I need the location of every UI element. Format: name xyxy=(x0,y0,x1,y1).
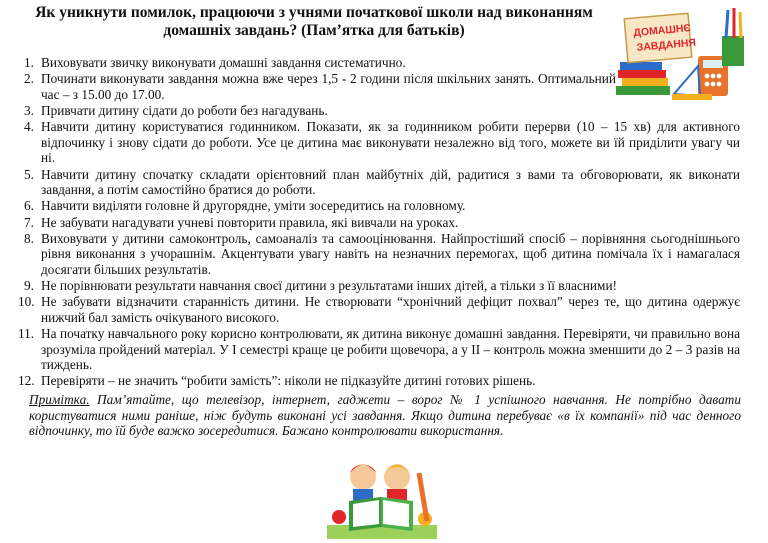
children-reading-illustration xyxy=(323,455,441,541)
page-title: Як уникнути помилок, працюючи з учнями початкової школи над виконанням домашніх завдань? (Пам’ятка для батьків) xyxy=(35,4,593,39)
list-item: 9. Не порівнювати результати навчання своєї дитини з результатами інших дітей, а тільки з її власними! xyxy=(10,278,740,294)
list-item: 11. На початку навчального року корисно контролювати, як дитина виконує домашні завдання. Перевіряти, чи правильно вона зрозуміла пройдений матеріал. У І семестрі краще це робити щовечора, а у ІІ – контроль можна зменшити до 2 – 3 разів на тиждень. xyxy=(18,326,740,373)
list-item-text: Починати виконувати завдання можна вже через 1,5 - 2 години після шкільних занять. Оптимальний час – з 15.00 до 17.00. xyxy=(41,71,616,102)
list-item: 1. Виховувати звичку виконувати домашні завдання систематично. xyxy=(10,55,740,71)
list-item-text: Навчити дитину користуватися годинником. Показати, як за годинником робити перерви (10 – 15 хв) для активного відпочинку і знову сідати до роботи. Усе це дитина має виконувати незалежно від того, можете ви їй приділити увагу чи ні. xyxy=(41,119,740,166)
list-item-text: Виховувати у дитини самоконтроль, самоаналіз та самооцінювання. Найпростіший спосіб – порівняння сьогоднішнього рівня виконання з учорашнім. Акцентувати увагу навіть на незначних перемогах, щоб дитина помічала їх і намагалася досягати більших результатів. xyxy=(41,230,740,277)
list-item-text: Не забувати відзначити старанність дитини. Не створювати “хронічний дефіцит похвал” через те, що дитина одержує нижчий бал замість очікуваного високого. xyxy=(41,294,740,325)
list-item: 4. Навчити дитину користуватися годинником. Показати, як за годинником робити перерви (10 – 15 хв) для активного відпочинку і знову сідати до роботи. Усе це дитина має виконувати незалежно від того, можете ви їй приділити увагу чи ні. xyxy=(24,119,740,166)
list-item-text: Не порівнювати результати навчання своєї дитини з результатами інших дітей, а тільки з її власними! xyxy=(41,278,617,294)
list-item-text: Навчити дитину спочатку складати орієнтовний план майбутніх дій, радитися з вами та обговорювати, як виконати завдання, а потім самостійно братися до роботи. xyxy=(41,166,740,198)
list-item: 8. Виховувати у дитини самоконтроль, самоаналіз та самооцінювання. Найпростіший спосіб – порівняння сьогоднішнього рівня виконання з учорашнім. Акцентувати увагу навіть на незначних перемогах, щоб дитина помічала їх і намагалася досягати більших результатів. xyxy=(24,230,740,277)
list-item: 2. Починати виконувати завдання можна вже через 1,5 - 2 години після шкільних занять. Оптимальний час – з 15.00 до 17.00. xyxy=(24,71,616,102)
recommendation-list xyxy=(10,55,740,390)
logo-line2: ЗАВДАННЯ xyxy=(636,36,697,54)
list-item: 12. Перевіряти – не значить “робити замість”: ніколи не підказуйте дитині готових рішень. xyxy=(10,373,740,389)
list-item-text: Привчати дитину сідати до роботи без нагадувань. xyxy=(41,102,328,118)
list-item: 6. Навчити виділяти головне й другорядне, уміти зосередитись на головному. xyxy=(10,198,740,214)
list-item-text: Перевіряти – не значить “робити замість”: ніколи не підказуйте дитині готових рішень. xyxy=(41,373,536,389)
list-item: 7. Не забувати нагадувати учневі повторити правила, які вивчали на уроках. xyxy=(10,215,740,231)
note-text: Пам’ятайте, що телевізор, інтернет, гаджети – ворог № 1 успішного навчання. Не потрібно давати користуватися ними раніше, ніж будуть виконані усі завдання. Якщо дитина перебуває «в їх компанії» під час денного відпочинку, то їй буде важко зосередитися. Бажано контролювати використання. xyxy=(29,392,741,439)
note-label: Примітка. xyxy=(29,392,90,407)
list-item-text: Не забувати нагадувати учневі повторити правила, які вивчали на уроках. xyxy=(41,214,459,230)
list-item-text: Навчити виділяти головне й другорядне, уміти зосередитись на головному. xyxy=(41,198,466,214)
list-item: 5. Навчити дитину спочатку складати орієнтовний план майбутніх дій, радитися з вами та обговорювати, як виконати завдання, а потім самостійно братися до роботи. xyxy=(24,166,740,198)
list-item: 3. Привчати дитину сідати до роботи без нагадувань. xyxy=(10,103,740,119)
list-item-text: На початку навчального року корисно контролювати, як дитина виконує домашні завдання. Перевіряти, чи правильно вона зрозуміла пройдений матеріал. У І семестрі краще це робити щовечора, а у ІІ – контроль можна зменшити до 2 – 3 разів на тиждень. xyxy=(41,326,740,373)
logo-line1: ДОМАШНЄ xyxy=(632,22,692,40)
list-item: 10. Не забувати відзначити старанність дитини. Не створювати “хронічний дефіцит похвал” через те, що дитина одержує нижчий бал замість очікуваного високого. xyxy=(18,294,740,325)
list-item-text: Виховувати звичку виконувати домашні завдання систематично. xyxy=(41,55,406,70)
note-paragraph xyxy=(29,392,741,439)
